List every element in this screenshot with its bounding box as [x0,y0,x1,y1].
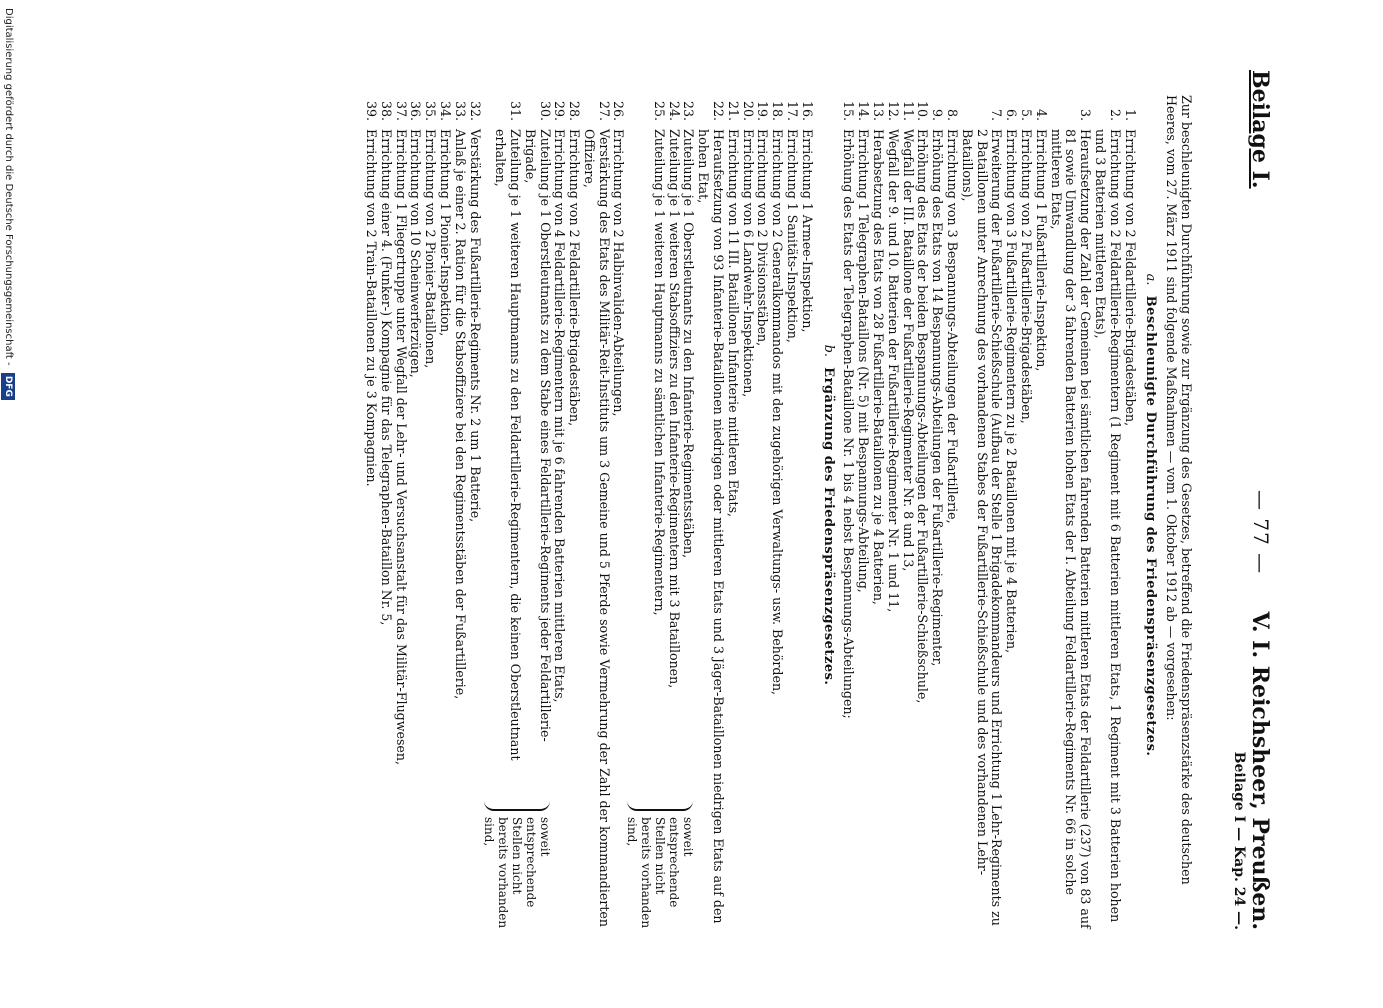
list-item [1092,95,1122,935]
item-text: Errichtung 1 Sanitäts-Inspektion, [785,129,801,343]
item-number: 18. [770,100,786,121]
list-item [651,95,666,793]
item-text: Errichtung von 2 Train-Bataillonen zu je 3 Kompagnien. [363,129,379,487]
footer-text: Digitalisierung gefördert durch die Deutsche Forschungsgemeinschaft - [3,8,14,366]
intro-paragraph: Zur beschleunigten Durchführung sowie zur Ergänzung des Gesetzes, betreffend die Friedenspräsenzstärke des deutschen Heeres, vom 27. März 1911 sind folgende Maßnahmen — vom 1. Oktober 1912 ab — vorgesehen: [1164,95,1194,885]
curly-brace [628,795,694,811]
list-item [363,95,378,935]
item-number: 38. [378,100,394,121]
item-text: Zuteilung je 1 weiteren Hauptmanns zu den Feldartillerie-Regimentern, die keinen Oberstleutnant erhalten, [493,129,523,761]
list-item [841,95,856,935]
list-item [696,95,726,935]
item-text: Zuteilung je 1 weiteren Hauptmanns zu sämtlichen Infanterie-Regimentern, [651,129,667,616]
list-item [900,95,915,935]
item-text: Errichtung von 2 Feldartillerie-Regimentern (1 Regiment mit 6 Batterien mittleren Etats, 1 Regiment mit 3 Batterien hohen und 3 Batterien mittleren Etats), [1093,129,1123,923]
item-text: Erhöhung des Etats der beiden Bespannungs-Abteilungen der Fußartillerie-Schießschule, [915,129,931,704]
item-number: 5. [1019,108,1035,121]
item-number: 31. [507,100,523,121]
item-number: 4. [1033,108,1049,121]
list-item [725,95,740,935]
section-a-label: a. [1143,273,1159,286]
list-item [740,95,755,935]
list-item [408,95,423,935]
list-item [784,95,799,935]
list-item [393,95,408,935]
item-number: 21. [725,100,741,121]
item-text: Erhöhung des Etats der Telegraphen-Bataillone Nr. 1 bis 4 nebst Bespannungs-Abteilungen; [841,129,857,719]
running-head [1231,612,1273,930]
document-body [363,95,1193,935]
item-number: 36. [408,100,424,121]
section-b-list-1 [696,95,814,935]
list-item [378,95,393,935]
item-text: Wegfall der 9. und 10. Batterien der Fußartillerie-Regimenter Nr. 1 und 11, [885,129,901,613]
item-number: 23. [681,100,697,121]
item-text: Zuteilung je 1 weiteren Stabsoffiziers zu den Infanterie-Regimentern mit 3 Bataillonen, [666,129,682,689]
item-number: 3. [1078,108,1094,121]
item-number: 22. [711,100,727,121]
item-number: 2. [1107,108,1123,121]
list-item [422,95,437,935]
item-text: Verstärkung des Fußartillerie-Regiments Nr. 2 um 1 Batterie, [467,129,483,523]
item-text: Errichtung von 2 Pionier-Bataillonen, [423,129,439,369]
item-text: Wegfall der III. Bataillone der Fußartillerie-Regimenter Nr. 8 und 13, [900,129,916,572]
list-item [581,95,611,935]
list-item [944,95,959,935]
list-item [755,95,770,935]
item-number: 6. [1004,108,1020,121]
bracket-group-1-note: soweit entsprechende Stellen nicht bereits vorhanden sind, [625,817,696,929]
list-item [959,95,1003,935]
item-number: 29. [552,100,568,121]
list-item [855,95,870,935]
item-text: Errichtung von 2 Halbinvaliden-Abteilungen, [611,129,627,417]
list-item [870,95,885,935]
list-item [769,95,784,935]
item-number: 33. [452,100,468,121]
section-a-heading [1143,95,1158,935]
item-text: Zuteilung je 1 Oberstleutnants zu dem Stabe eines Feldartillerie-Regiments jeder Feldartillerie-Brigade, [522,129,553,742]
item-text: Errichtung von 4 Feldartillerie-Regimentern mit je 6 fahrenden Batterien mittleren Etats, [552,129,568,703]
section-a-title: Beschleunigte Durchführung des Friedenspräsenzgesetzes. [1143,295,1159,757]
section-b-list-3 [363,95,481,935]
curly-brace [484,795,550,811]
list-item [611,95,626,935]
item-text: Heraufsetzung von 93 Infanterie-Bataillonen niedrigen oder mittleren Etats und 3 Jäger-Bataillonen niedrigen Etats auf den hohen Etat, [696,129,727,924]
item-number: 25. [651,100,667,121]
item-number: 19. [755,100,771,121]
item-text: Errichtung von 2 Divisionsstäben, [755,129,771,347]
item-number: 10. [915,100,931,121]
bracket-group-2 [482,95,552,935]
item-number: 11. [900,100,916,121]
item-number: 28. [567,100,583,121]
item-text: Verstärkung des Etats des Militär-Reit-Instituts um 3 Gemeine und 5 Pferde sowie Vermehrung der Zahl der kommandierten Offiziere, [581,129,612,927]
list-item [681,95,696,793]
section-b-label: b. [820,344,836,358]
item-text: Anlaß je einer 2. Ration für die Stabsoffiziere bei den Regimentsstäben der Fußartillerie, [452,129,468,700]
list-item [566,95,581,935]
bracket-group-2-items [482,95,552,793]
item-text: Errichtung von 2 Generalkommandos mit den zugehörigen Verwaltungs- usw. Behörden, [770,129,786,696]
item-text: Errichtung von 2 Feldartillerie-Brigadestäben, [1122,129,1138,427]
item-number: 9. [930,108,946,121]
item-number: 17. [785,100,801,121]
item-number: 20. [740,100,756,121]
list-item [885,95,900,935]
item-number: 7. [989,108,1005,121]
list-item [1048,95,1092,935]
bracket-group-1-items [626,95,696,793]
list-item [1003,95,1018,935]
list-item [915,95,930,935]
list-item [492,95,522,793]
item-text: Herabsetzung des Etats von 28 Fußartillerie-Bataillonen zu je 4 Batterien, [871,129,887,605]
item-number: 15. [841,100,857,121]
item-number: 37. [393,100,409,121]
item-text: Errichtung von 10 Scheinwerferzügen, [408,129,424,378]
list-item [929,95,944,935]
item-number: 35. [423,100,439,121]
item-number: 1. [1122,108,1138,121]
list-item [437,95,452,935]
item-text: Erweiterung der Fußartillerie-Schießschule (Aufbau der Stelle 1 Brigadekommandeurs und Errichtung 1 Lehr-Regiments zu 2 Bataillonen unter Anrechnung des vorhandenen Stabes der Fußartillerie-Schießschule und des vorhandenen Lehr-Bataillons), [959,129,1005,926]
item-number: 12. [885,100,901,121]
list-item [467,95,482,935]
item-text: Zuteilung je 1 Oberstleutnants zu den Infanterie-Regimentsstäben, [681,129,697,559]
item-number: 8. [945,108,961,121]
section-b-heading [820,95,835,935]
item-number: 34. [437,100,453,121]
item-text: Heraufsetzung der Zahl der Gemeinen bei sämtlichen fahrenden Batterien mittleren Etats der Feldartillerie (237) von 83 auf 81 sowie Umwandlung der 3 fahrenden Batterien hohen Etats der I. Abteilung Feldartillerie-Regiments Nr. 66 in solche mittleren Etats, [1048,129,1094,929]
list-item [552,95,567,935]
page-header [1223,70,1273,930]
digitization-footer [1,0,15,1008]
running-head-subtitle: Beilage I — Kap. 24 —. [1231,751,1247,930]
list-item [1033,95,1048,935]
item-text: Errichtung 1 Fliegertruppe unter Wegfall der Lehr- und Versuchsanstalt für das Militär-Flugwesen, [393,129,409,766]
list-item [452,95,467,935]
item-text: Errichtung von 6 Landwehr-Inspektionen, [740,129,756,398]
bracket-group-2-note: soweit entsprechende Stellen nicht bereits vorhanden sind, [481,817,552,929]
list-item [666,95,681,793]
item-number: 30. [537,100,553,121]
list-item [1122,95,1137,935]
bracket-group-1 [626,95,696,935]
item-text: Errichtung 1 Pionier-Inspektion, [437,129,453,337]
running-head-title: V. I. Reichsheer, Preußen. [1247,611,1273,930]
dfg-logo: DFG [1,373,15,400]
item-number: 14. [856,100,872,121]
supplement-label: Beilage I. [1247,70,1273,189]
section-b-list-2 [552,95,626,935]
item-number: 27. [596,100,612,121]
item-number: 26. [611,100,627,121]
item-text: Errichtung von 3 Bespannungs-Abteilungen der Fußartillerie, [945,129,961,524]
item-text: Errichtung einer 4. (Funker-) Kompagnie für das Telegraphen-Bataillon Nr. 5, [378,129,394,626]
item-text: Errichtung von 11 III. Bataillonen Infanterie mittleren Etats, [725,129,741,518]
item-text: Errichtung 1 Telegraphen-Bataillons (Nr. 5) mit Bespannungs-Abteilung, [856,129,872,593]
item-text: Errichtung von 3 Fußartillerie-Regimentern zu je 2 Bataillonen mit je 4 Batterien, [1004,129,1020,654]
item-number: 16. [799,100,815,121]
item-number: 24. [666,100,682,121]
list-item [799,95,814,935]
item-number: 13. [871,100,887,121]
item-number: 32. [467,100,483,121]
list-item [522,95,552,793]
item-text: Errichtung 1 Fußartillerie-Inspektion, [1033,129,1049,372]
item-text: Errichtung von 2 Feldartillerie-Brigadestäben, [567,129,583,427]
section-b-title: Ergänzung des Friedenspräsenzgesetzes. [820,367,836,686]
list-item [1018,95,1033,935]
section-a-list [841,95,1137,935]
page-number: — 77 — [1249,490,1273,575]
item-text: Erhöhung des Etats von 14 Bespannungs-Abteilungen der Fußartillerie-Regimenter, [930,129,946,667]
item-number: 39. [363,100,379,121]
item-text: Errichtung 1 Armee-Inspektion, [799,129,815,333]
item-text: Errichtung von 2 Fußartillerie-Brigadestäben, [1019,129,1035,424]
